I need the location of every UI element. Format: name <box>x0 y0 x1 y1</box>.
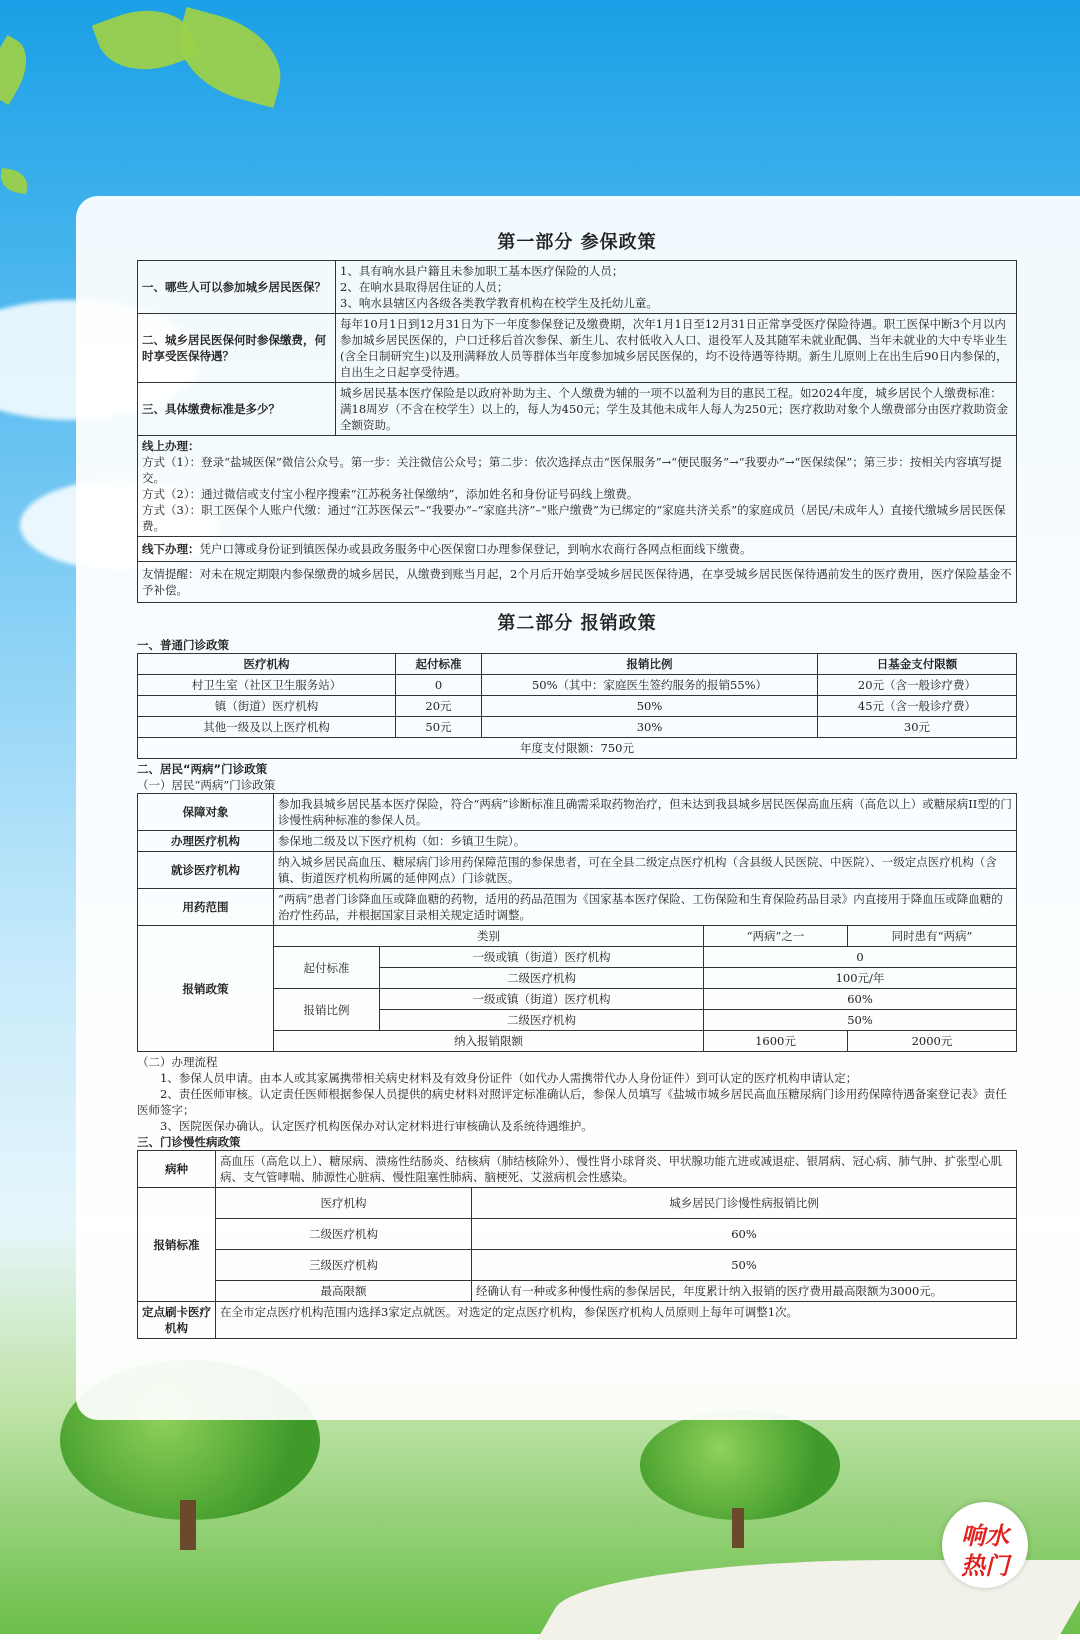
table-row <box>138 261 1017 314</box>
enrollment-policy-table <box>137 260 1017 603</box>
table-row <box>138 926 1017 947</box>
row-label: 就诊医疗机构 <box>138 852 274 889</box>
table-cell: 50%（其中：家庭医生签约服务的报销55%） <box>482 675 818 696</box>
section-two-diseases-title: 二、居民“两病”门诊政策 <box>137 762 268 776</box>
online-label: 线上办理： <box>142 439 200 453</box>
table-cell: 一级或镇（街道）医疗机构 <box>380 989 704 1010</box>
table-header-row <box>138 654 1017 675</box>
table-cell: 50% <box>704 1010 1017 1031</box>
process-step: 3、医院医保办确认。认定医疗机构医保办对认定材料进行审核确认及系统待遇维护。 <box>160 1119 593 1133</box>
online-method: 方式（1）：登录“盐城医保”微信公众号。第一步：关注微信公众号；第二步：依次选择点击“医保服务”→“便民服务”→“我要办”→“医保续保”；第三步：按相关内容填写提交。 <box>142 455 1002 485</box>
general-outpatient-table <box>137 653 1017 759</box>
table-row <box>138 717 1017 738</box>
table-cell: 纳入报销限额 <box>274 1031 704 1052</box>
answer-when: 每年10月1日到12月31日为下一年度参保登记及缴费期，次年1月1日至12月31日正常享受医疗保险待遇。职工医保中断3个月以内参加城乡居民医保的，户口迁移后首次参保、新生儿、农村低收入人口、退役军人及其随军未就业配偶、当年未就业的大中专毕业生(含全日制研究生)以及刑满释放人员等群体当年度参加城乡居民医保的，均不设待遇等待期。新生儿原则上在出生后90日内参保的，自出生之日起享受待遇。 <box>336 314 1017 383</box>
column-header: 日基金支付限额 <box>818 654 1017 675</box>
table-cell: 二级医疗机构 <box>216 1219 472 1250</box>
table-cell: 45元（含一般诊疗费） <box>818 696 1017 717</box>
online-handling <box>138 436 1017 537</box>
question-who: 一、哪些人可以参加城乡居民医保？ <box>138 261 336 314</box>
tree <box>640 1410 840 1520</box>
row-label: 病种 <box>138 1151 216 1188</box>
answer-fee: 城乡居民基本医疗保险是以政府补助为主、个人缴费为辅的一项不以盈利为目的惠民工程。如2024年度，城乡居民个人缴费标准：满18周岁（不含在校学生）以上的，每人为450元；学生及其他未成年人每人为250元；医疗救助对象个人缴费部分由医疗救助资金全额资助。 <box>336 383 1017 436</box>
offline-handling <box>138 537 1017 562</box>
section-chronic-title: 三、门诊慢性病政策 <box>137 1135 241 1149</box>
table-cell: 50元 <box>396 717 482 738</box>
process-step: 2、责任医师审核。认定责任医师根据参保人员提供的病史材料对照评定标准确认后，参保人员填写《盐城市城乡居民高血压糖尿病门诊用药保障待遇备案登记表》责任医师签字； <box>137 1087 1007 1117</box>
table-row <box>138 696 1017 717</box>
designated-text: 在全市定点医疗机构范围内选择3家定点就医。对选定的定点医疗机构，参保医疗机构人员原则上每年可调整1次。 <box>216 1302 1017 1339</box>
table-cell: 50% <box>482 696 818 717</box>
column-header: 类别 <box>274 926 704 947</box>
offline-label: 线下办理： <box>142 542 200 556</box>
process-step: 1、参保人员申请。由本人或其家属携带相关病史材料及有效身份证件（如代办人需携带代办人身份证件）到可认定的医疗机构申请认定； <box>160 1071 858 1085</box>
visit-text: 纳入城乡居民高血压、糖尿病门诊用药保障范围的参保患者，可在全县二级定点医疗机构（含县级人民医院、中医院）、一级定点医疗机构（含镇、街道医疗机构所属的延伸网点）门诊就医。 <box>274 852 1017 889</box>
deductible-label: 起付标准 <box>274 947 380 989</box>
table-cell: 一级或镇（街道）医疗机构 <box>380 947 704 968</box>
column-header: 报销比例 <box>482 654 818 675</box>
table-row <box>138 436 1017 537</box>
table-row <box>138 1151 1017 1188</box>
drug-text: “两病”患者门诊降血压或降血糖的药物，适用的药品范围为《国家基本医疗保险、工伤保险和生育保险药品目录》内直接用于降血压或降血糖的治疗性药品，并根据国家目录相关规定适时调整。 <box>274 889 1017 926</box>
online-method: 方式（3）：职工医保个人账户代缴：通过“江苏医保云”–“我要办”–“家庭共济”–“账户缴费”为已绑定的“家庭共济关系”的家庭成员（居民/未成年人）直接代缴城乡居民医保费。 <box>142 503 1006 533</box>
disease-list: 高血压（高危以上）、糖尿病、溃疡性结肠炎、结核病（肺结核除外）、慢性肾小球肾炎、甲状腺功能亢进或减退症、银屑病、冠心病、肺气肿、扩张型心肌病、支气管哮喘、肺源性心脏病、慢性阻塞性肺病、脑梗死、艾滋病机会性感染。 <box>216 1151 1017 1188</box>
column-header: 医疗机构 <box>216 1188 472 1219</box>
row-label: 保障对象 <box>138 794 274 831</box>
tree-trunk <box>180 1500 196 1550</box>
table-row <box>138 383 1017 436</box>
column-header: 同时患有“两病” <box>848 926 1017 947</box>
two-diseases-table <box>137 793 1017 1052</box>
table-cell: 60% <box>472 1219 1017 1250</box>
table-row <box>138 675 1017 696</box>
subsection-process: （二）办理流程 <box>137 1055 218 1069</box>
table-row <box>138 1188 1017 1219</box>
table-row <box>138 738 1017 759</box>
table-row <box>138 1302 1017 1339</box>
table-cell: 50% <box>472 1250 1017 1281</box>
table-cell: 0 <box>396 675 482 696</box>
column-header: 城乡居民门诊慢性病报销比例 <box>472 1188 1017 1219</box>
question-fee: 三、具体缴费标准是多少？ <box>138 383 336 436</box>
friendly-tip: 友情提醒：对未在规定期限内参保缴费的城乡居民，从缴费到账当月起，2个月后开始享受城乡居民医保待遇，在享受城乡居民医保待遇前发生的医疗费用，医疗保险基金不予补偿。 <box>138 562 1017 603</box>
logo-text: 热门 <box>961 1552 1009 1580</box>
answer-who <box>336 261 1017 314</box>
answer-line: 2、在响水县取得居住证的人员； <box>340 280 509 294</box>
ratio-label: 报销比例 <box>274 989 380 1031</box>
online-method: 方式（2）：通过微信或支付宝小程序搜索“江苏税务社保缴纳”，添加姓名和身份证号码线上缴费。 <box>142 487 639 501</box>
tree-trunk <box>732 1508 744 1548</box>
answer-line: 1、具有响水县户籍且未参加职工基本医疗保险的人员； <box>340 264 624 278</box>
question-when: 二、城乡居民医保何时参保缴费，何时享受医保待遇？ <box>138 314 336 383</box>
table-cell: 20元 <box>396 696 482 717</box>
brand-logo <box>942 1502 1028 1588</box>
table-cell: 1600元 <box>704 1031 848 1052</box>
logo-text: 响水 <box>961 1522 1009 1550</box>
offline-text: 凭户口簿或身份证到镇医保办或县政务服务中心医保窗口办理参保登记，到响水农商行各网点柜面线下缴费。 <box>199 542 752 556</box>
table-row <box>138 889 1017 926</box>
table-cell: 100元/年 <box>704 968 1017 989</box>
answer-line: 3、响水县辖区内各级各类教学教育机构在校学生及托幼儿童。 <box>340 296 658 310</box>
coverage-text: 参加我县城乡居民基本医疗保险，符合“两病”诊断标准且确需采取药物治疗，但未达到我县城乡居民医保高血压病（高危以上）或糖尿病II型的门诊慢性病种标准的参保人员。 <box>274 794 1017 831</box>
agency-text: 参保地二级及以下医疗机构（如：乡镇卫生院）。 <box>274 831 1017 852</box>
column-header: 医疗机构 <box>138 654 396 675</box>
row-label: 办理医疗机构 <box>138 831 274 852</box>
table-row <box>138 1250 1017 1281</box>
table-row <box>138 1281 1017 1302</box>
table-row <box>138 831 1017 852</box>
table-cell: 其他一级及以上医疗机构 <box>138 717 396 738</box>
chronic-disease-table <box>137 1150 1017 1339</box>
table-cell: 三级医疗机构 <box>216 1250 472 1281</box>
table-cell: 30元 <box>818 717 1017 738</box>
column-header: 起付标准 <box>396 654 482 675</box>
document-content <box>137 228 1017 1339</box>
row-label: 报销政策 <box>138 926 274 1052</box>
table-cell: 经确认有一种或多种慢性病的参保居民，年度累计纳入报销的医疗费用最高限额为3000元。 <box>472 1281 1017 1302</box>
table-row <box>138 794 1017 831</box>
table-cell: 60% <box>704 989 1017 1010</box>
table-row <box>138 537 1017 562</box>
table-row <box>138 314 1017 383</box>
table-cell: 20元（含一般诊疗费） <box>818 675 1017 696</box>
table-cell: 0 <box>704 947 1017 968</box>
table-cell: 30% <box>482 717 818 738</box>
table-row <box>138 852 1017 889</box>
table-cell: 村卫生室（社区卫生服务站） <box>138 675 396 696</box>
row-label: 报销标准 <box>138 1188 216 1302</box>
row-label: 用药范围 <box>138 889 274 926</box>
section-general-outpatient-title: 一、普通门诊政策 <box>137 638 229 652</box>
column-header: “两病”之一 <box>704 926 848 947</box>
table-cell: 二级医疗机构 <box>380 968 704 989</box>
annual-limit: 年度支付限额：750元 <box>138 738 1017 759</box>
subsection-two-diseases-policy: （一）居民“两病”门诊政策 <box>137 778 276 792</box>
part1-title: 第一部分 参保政策 <box>497 232 657 253</box>
row-label: 定点刷卡医疗机构 <box>138 1302 216 1339</box>
table-row <box>138 1219 1017 1250</box>
table-cell: 2000元 <box>848 1031 1017 1052</box>
table-cell: 镇（街道）医疗机构 <box>138 696 396 717</box>
table-cell: 最高限额 <box>216 1281 472 1302</box>
part2-title: 第二部分 报销政策 <box>497 613 657 634</box>
table-cell: 二级医疗机构 <box>380 1010 704 1031</box>
table-row <box>138 562 1017 603</box>
